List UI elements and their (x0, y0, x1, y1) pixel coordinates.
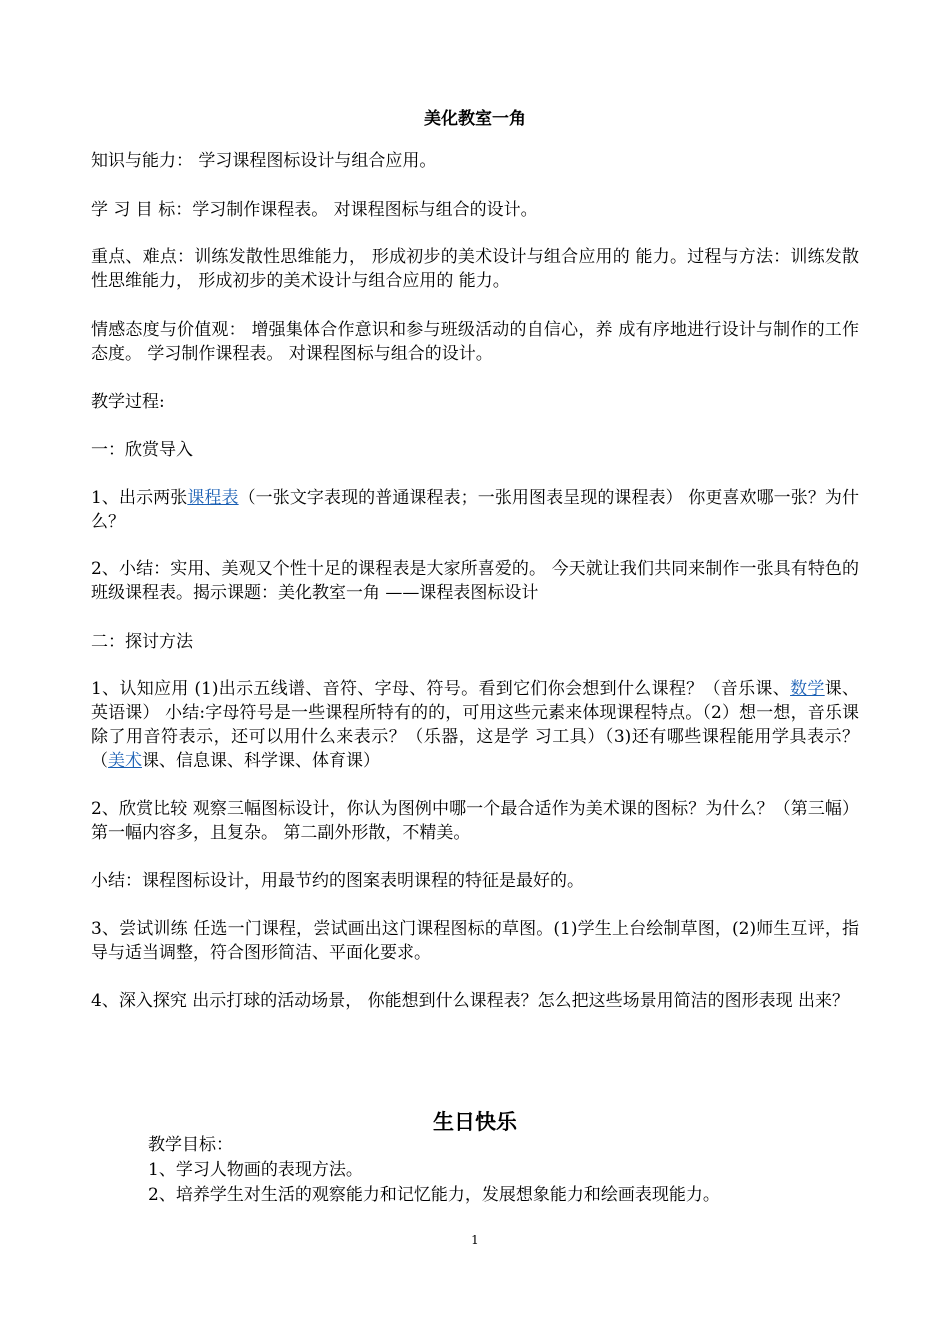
paragraph-step-2-4: 4、深入探究 出示打球的活动场景， 你能想到什么课程表？怎么把这些场景用简洁的图形表现 出来？ (91, 991, 850, 1011)
goal-label: 教学目标： (148, 1135, 233, 1155)
text-segment: 课、信息课、科学课、体育课） (142, 751, 380, 771)
link-math[interactable]: 数学 (790, 679, 825, 699)
lesson-title-2: 生日快乐 (433, 1109, 517, 1134)
paragraph-step-1-1 (91, 486, 859, 534)
link-schedule[interactable]: 课程表 (187, 488, 239, 508)
paragraph-goal: 学 习 目 标：学习制作课程表。 对课程图标与组合的设计。 (91, 200, 538, 220)
lesson-title: 美化教室一角 (424, 109, 526, 129)
section-heading-2: 二：探讨方法 (91, 632, 193, 652)
paragraph-knowledge: 知识与能力： 学习课程图标设计与组合应用。 (91, 151, 437, 171)
page-number: 1 (471, 1233, 479, 1247)
paragraph-summary: 小结：课程图标设计，用最节约的图案表明课程的特征是最好的。 (91, 871, 584, 891)
text-segment: 1、认知应用 (1)出示五线谱、音符、字母、符号。看到它们你会想到什么课程？（音乐课、 (91, 679, 791, 699)
goal-item-2: 2、培养学生对生活的观察能力和记忆能力，发展想象能力和绘画表现能力。 (148, 1185, 720, 1205)
text-segment: 课、英语课） 小结:字母符号是一些课程所特有的的，可用这些元素来体现课程特点。（2）想一想，音乐课除了用音符表示，还可以用什么来表示？（乐器，这是学 习工具）（3)还有哪些课程能用学具表示？（ (91, 679, 859, 771)
text-segment: （一张文字表现的普通课程表；一张用图表呈现的课程表） 你更喜欢哪一张？为什么？ (91, 488, 860, 532)
paragraph-process: 教学过程: (91, 392, 165, 412)
paragraph-step-2-2: 2、欣赏比较 观察三幅图标设计，你认为图例中哪一个最合适作为美术课的图标？为什么？（第三幅） 第一幅内容多，且复杂。 第二副外形散，不精美。 (91, 799, 859, 843)
text-segment: 1、出示两张 (91, 488, 188, 508)
section-heading-1: 一：欣赏导入 (91, 440, 193, 460)
paragraph-key-points: 重点、难点：训练发散性思维能力， 形成初步的美术设计与组合应用的 能力。过程与方法：训练发散性思维能力， 形成初步的美术设计与组合应用的 能力。 (91, 247, 859, 291)
goal-item-1: 1、学习人物画的表现方法。 (148, 1160, 363, 1180)
paragraph-step-2-1 (91, 677, 859, 773)
paragraph-emotion: 情感态度与价值观： 增强集体合作意识和参与班级活动的自信心，养 成有序地进行设计与制作的工作态度。 学习制作课程表。 对课程图标与组合的设计。 (91, 320, 859, 364)
paragraph-step-1-2: 2、小结：实用、美观又个性十足的课程表是大家所喜爱的。 今天就让我们共同来制作一张具有特色的班级课程表。揭示课题：美化教室一角 ——课程表图标设计 (91, 559, 859, 603)
link-art[interactable]: 美术 (108, 751, 142, 771)
paragraph-step-2-3: 3、尝试训练 任选一门课程，尝试画出这门课程图标的草图。(1)学生上台绘制草图，(2)师生互评，指导与适当调整，符合图形简洁、平面化要求。 (91, 919, 859, 963)
